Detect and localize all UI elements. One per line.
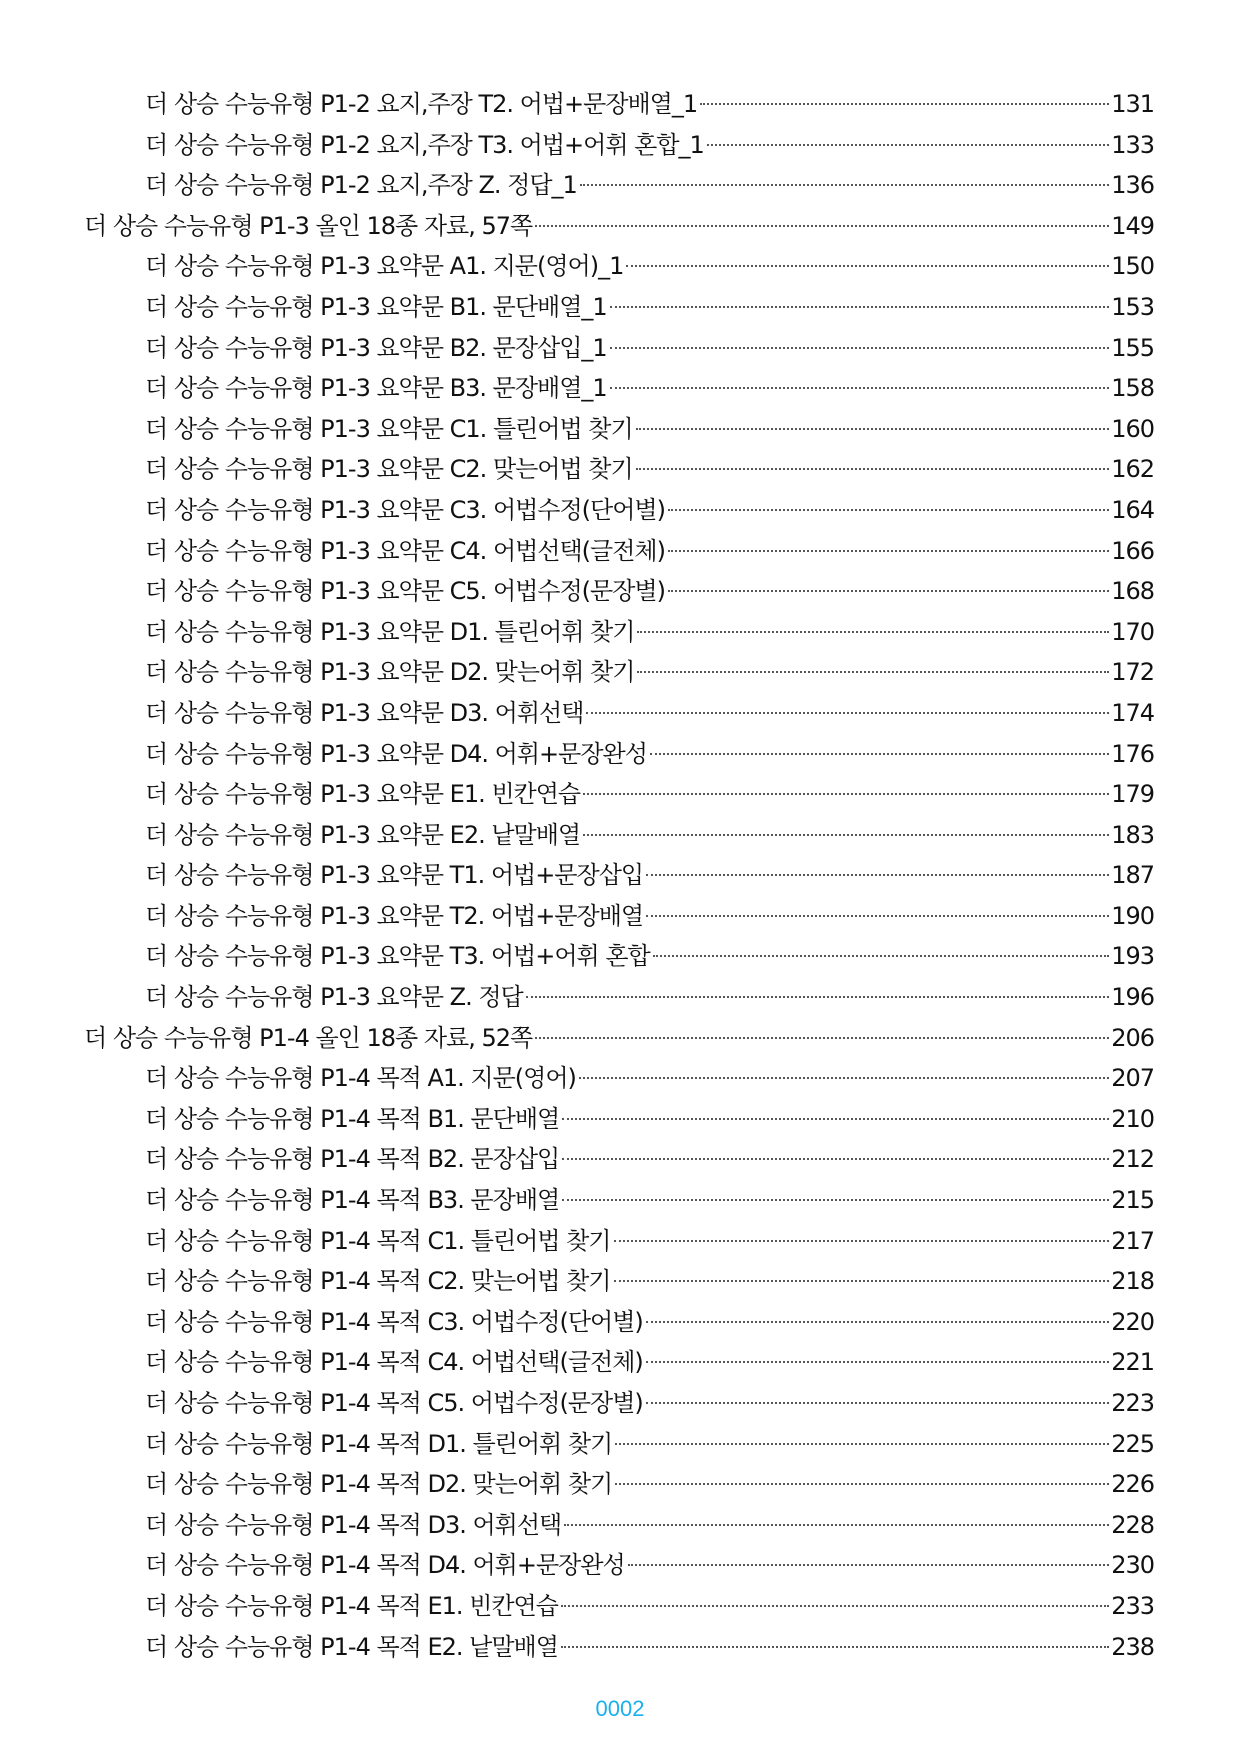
toc-entry-page: 228 — [1111, 1510, 1154, 1539]
toc-entry-page: 160 — [1111, 414, 1154, 443]
dot-leader — [526, 996, 1109, 998]
toc-entry[interactable] — [0, 1221, 1240, 1262]
toc-entry[interactable] — [0, 1302, 1240, 1343]
toc-entry-title: 더 상승 수능유형 P1-3 요약문 T2. 어법+문장배열 — [145, 901, 644, 930]
toc-entry[interactable] — [0, 409, 1240, 450]
dot-leader — [564, 1524, 1109, 1526]
toc-entry[interactable] — [0, 246, 1240, 287]
toc-entry[interactable] — [0, 1545, 1240, 1586]
toc-entry-title: 더 상승 수능유형 P1-4 목적 B2. 문장삽입 — [145, 1145, 560, 1174]
toc-entry-title: 더 상승 수능유형 P1-4 목적 E2. 낱말배열 — [145, 1632, 558, 1661]
toc-entry-page: 221 — [1111, 1348, 1154, 1377]
toc-entry-title: 더 상승 수능유형 P1-3 요약문 C5. 어법수정(문장별) — [145, 577, 665, 606]
toc-entry-page: 166 — [1111, 536, 1154, 565]
dot-leader — [700, 103, 1109, 105]
toc-entry-title: 더 상승 수능유형 P1-4 목적 D2. 맞는어휘 찾기 — [145, 1470, 613, 1499]
toc-entry-title: 더 상승 수능유형 P1-4 목적 C3. 어법수정(단어별) — [145, 1307, 643, 1336]
dot-leader — [637, 671, 1109, 673]
dot-leader — [535, 225, 1109, 227]
toc-entry-page: 207 — [1111, 1064, 1154, 1093]
toc-entry[interactable] — [0, 571, 1240, 612]
toc-entry[interactable] — [0, 449, 1240, 490]
dot-leader — [668, 590, 1109, 592]
dot-leader — [646, 1361, 1109, 1363]
toc-entry-page: 155 — [1111, 333, 1154, 362]
toc-entry-title: 더 상승 수능유형 P1-3 요약문 D1. 틀린어휘 찾기 — [145, 617, 635, 646]
toc-entry-page: 158 — [1111, 374, 1154, 403]
toc-entry-title: 더 상승 수능유형 P1-3 요약문 C1. 틀린어법 찾기 — [145, 414, 633, 443]
toc-entry-title: 더 상승 수능유형 P1-3 요약문 B3. 문장배열_1 — [145, 374, 607, 403]
toc-entry-title: 더 상승 수능유형 P1-3 요약문 E2. 낱말배열 — [145, 820, 581, 849]
dot-leader — [562, 1118, 1109, 1120]
toc-entry-page: 196 — [1111, 983, 1154, 1012]
toc-entry-page: 217 — [1111, 1226, 1154, 1255]
dot-leader — [626, 265, 1109, 267]
dot-leader — [610, 387, 1110, 389]
toc-entry[interactable] — [0, 531, 1240, 572]
toc-entry[interactable] — [0, 328, 1240, 369]
toc-entry[interactable] — [0, 490, 1240, 531]
toc-entry-page: 150 — [1111, 252, 1154, 281]
dot-leader — [628, 1564, 1109, 1566]
dot-leader — [646, 874, 1109, 876]
toc-entry-title: 더 상승 수능유형 P1-3 요약문 A1. 지문(영어)_1 — [145, 252, 624, 281]
dot-leader — [562, 1199, 1109, 1201]
toc-entry-page: 136 — [1111, 171, 1154, 200]
toc-entry-title: 더 상승 수능유형 P1-4 목적 A1. 지문(영어) — [145, 1064, 576, 1093]
toc-entry[interactable] — [0, 774, 1240, 815]
toc-entry-page: 164 — [1111, 495, 1154, 524]
toc-entry-title: 더 상승 수능유형 P1-3 요약문 B1. 문단배열_1 — [145, 292, 607, 321]
dot-leader — [535, 1037, 1109, 1039]
toc-entry-title: 더 상승 수능유형 P1-3 요약문 C4. 어법선택(글전체) — [145, 536, 665, 565]
toc-entry-page: 131 — [1111, 90, 1154, 118]
toc-entry[interactable] — [0, 84, 1240, 125]
toc-entry-page: 176 — [1111, 739, 1154, 768]
dot-leader — [653, 955, 1110, 957]
toc-entry[interactable] — [0, 693, 1240, 734]
toc-entry-page: 193 — [1111, 942, 1154, 971]
dot-leader — [646, 1402, 1109, 1404]
toc-entry-title: 더 상승 수능유형 P1-4 목적 C5. 어법수정(문장별) — [145, 1389, 643, 1417]
toc-entry[interactable] — [0, 368, 1240, 409]
toc-entry[interactable] — [0, 1261, 1240, 1302]
toc-entry-title: 더 상승 수능유형 P1-3 요약문 D4. 어휘+문장완성 — [145, 739, 647, 768]
dot-leader — [636, 468, 1110, 470]
toc-entry-page: 210 — [1111, 1104, 1154, 1133]
toc-entry-title: 더 상승 수능유형 P1-3 요약문 C2. 맞는어법 찾기 — [145, 455, 633, 484]
toc-entry[interactable] — [0, 612, 1240, 653]
dot-leader — [707, 144, 1109, 146]
toc-entry[interactable] — [0, 977, 1240, 1018]
dot-leader — [615, 1483, 1109, 1485]
toc-entry-title: 더 상승 수능유형 P1-3 요약문 E1. 빈칸연습 — [145, 780, 581, 809]
dot-leader — [668, 509, 1109, 511]
toc-entry-page: 226 — [1111, 1470, 1154, 1499]
toc-entry-page: 149 — [1111, 211, 1154, 240]
toc-entry[interactable] — [0, 1058, 1240, 1099]
toc-section-entry[interactable] — [0, 1018, 1240, 1059]
toc-entry[interactable] — [0, 125, 1240, 166]
page-number: 0002 — [595, 1696, 645, 1721]
toc-entry-page: 179 — [1111, 780, 1154, 809]
toc-entry-title: 더 상승 수능유형 P1-3 요약문 B2. 문장삽입_1 — [145, 333, 607, 362]
toc-entry[interactable] — [0, 1627, 1240, 1668]
toc-entry[interactable] — [0, 1505, 1240, 1546]
toc-entry-title: 더 상승 수능유형 P1-4 목적 C1. 틀린어법 찾기 — [145, 1226, 611, 1255]
toc-entry-page: 170 — [1111, 617, 1154, 646]
dot-leader — [610, 347, 1110, 349]
toc-entry[interactable] — [0, 1464, 1240, 1505]
dot-leader — [583, 793, 1109, 795]
toc-entry-page: 218 — [1111, 1267, 1154, 1296]
toc-entry-title: 더 상승 수능유형 P1-3 요약문 D3. 어휘선택 — [145, 698, 584, 727]
toc-entry[interactable] — [0, 1180, 1240, 1221]
dot-leader — [615, 1443, 1109, 1445]
toc-entry-page: 223 — [1111, 1389, 1154, 1417]
toc-entry[interactable] — [0, 1099, 1240, 1140]
dot-leader — [650, 753, 1109, 755]
toc-entry-title: 더 상승 수능유형 P1-3 요약문 Z. 정답 — [145, 983, 523, 1012]
toc-entry[interactable] — [0, 734, 1240, 775]
dot-leader — [580, 184, 1109, 186]
toc-entry[interactable] — [0, 1383, 1240, 1424]
toc-entry-title: 더 상승 수능유형 P1-3 요약문 T3. 어법+어휘 혼합 — [145, 942, 650, 971]
table-of-contents — [0, 84, 1240, 1667]
toc-entry[interactable] — [0, 1424, 1240, 1465]
toc-entry-page: 206 — [1111, 1023, 1154, 1052]
toc-entry-title: 더 상승 수능유형 P1-3 요약문 D2. 맞는어휘 찾기 — [145, 658, 635, 687]
toc-entry-title: 더 상승 수능유형 P1-4 목적 B1. 문단배열 — [145, 1104, 560, 1133]
toc-entry-page: 162 — [1111, 455, 1154, 484]
toc-entry-title: 더 상승 수능유형 P1-4 목적 D3. 어휘선택 — [145, 1510, 562, 1539]
dot-leader — [636, 428, 1110, 430]
toc-entry-page: 220 — [1111, 1307, 1154, 1336]
dot-leader — [561, 1646, 1109, 1648]
toc-entry-title: 더 상승 수능유형 P1-4 목적 D4. 어휘+문장완성 — [145, 1551, 625, 1580]
dot-leader — [610, 306, 1110, 308]
toc-entry-page: 172 — [1111, 658, 1154, 687]
toc-entry-title: 더 상승 수능유형 P1-4 올인 18종 자료, 52쪽 — [84, 1023, 533, 1052]
toc-entry-title: 더 상승 수능유형 P1-3 요약문 T1. 어법+문장삽입 — [145, 861, 644, 890]
toc-section-entry[interactable] — [0, 206, 1240, 247]
dot-leader — [562, 1158, 1109, 1160]
toc-entry[interactable] — [0, 652, 1240, 693]
toc-entry-title: 더 상승 수능유형 P1-2 요지,주장 Z. 정답_1 — [145, 171, 577, 200]
toc-entry-title: 더 상승 수능유형 P1-2 요지,주장 T3. 어법+어휘 혼합_1 — [145, 130, 704, 159]
dot-leader — [646, 915, 1109, 917]
dot-leader — [579, 1077, 1109, 1079]
toc-entry[interactable] — [0, 936, 1240, 977]
toc-entry-title: 더 상승 수능유형 P1-4 목적 C4. 어법선택(글전체) — [145, 1348, 643, 1377]
toc-entry-title: 더 상승 수능유형 P1-4 목적 B3. 문장배열 — [145, 1186, 560, 1215]
dot-leader — [668, 550, 1109, 552]
toc-entry-title: 더 상승 수능유형 P1-4 목적 C2. 맞는어법 찾기 — [145, 1267, 611, 1296]
toc-entry-title: 더 상승 수능유형 P1-4 목적 D1. 틀린어휘 찾기 — [145, 1429, 613, 1458]
toc-entry-page: 183 — [1111, 820, 1154, 849]
toc-entry-page: 233 — [1111, 1591, 1154, 1620]
toc-entry-page: 225 — [1111, 1429, 1154, 1458]
toc-entry[interactable] — [0, 1139, 1240, 1180]
dot-leader — [561, 1605, 1109, 1607]
toc-entry[interactable] — [0, 165, 1240, 206]
toc-entry-title: 더 상승 수능유형 P1-3 올인 18종 자료, 57쪽 — [84, 211, 533, 240]
toc-entry-page: 212 — [1111, 1145, 1154, 1174]
toc-entry[interactable] — [0, 1342, 1240, 1383]
dot-leader — [637, 631, 1109, 633]
toc-entry[interactable] — [0, 815, 1240, 856]
toc-entry[interactable] — [0, 855, 1240, 896]
toc-entry-page: 187 — [1111, 861, 1154, 890]
toc-entry-page: 153 — [1111, 292, 1154, 321]
dot-leader — [646, 1321, 1109, 1323]
toc-entry-page: 133 — [1111, 130, 1154, 159]
toc-entry-title: 더 상승 수능유형 P1-3 요약문 C3. 어법수정(단어별) — [145, 495, 665, 524]
toc-entry-title: 더 상승 수능유형 P1-2 요지,주장 T2. 어법+문장배열_1 — [145, 90, 698, 118]
toc-entry-title: 더 상승 수능유형 P1-4 목적 E1. 빈칸연습 — [145, 1591, 558, 1620]
toc-entry-page: 174 — [1111, 698, 1154, 727]
toc-entry[interactable] — [0, 287, 1240, 328]
toc-entry-page: 238 — [1111, 1632, 1154, 1661]
toc-entry-page: 190 — [1111, 901, 1154, 930]
dot-leader — [586, 712, 1109, 714]
dot-leader — [583, 834, 1109, 836]
toc-entry[interactable] — [0, 1586, 1240, 1627]
toc-entry-page: 215 — [1111, 1186, 1154, 1215]
dot-leader — [614, 1240, 1110, 1242]
toc-entry[interactable] — [0, 896, 1240, 937]
dot-leader — [614, 1280, 1110, 1282]
toc-entry-page: 168 — [1111, 577, 1154, 606]
toc-entry-page: 230 — [1111, 1551, 1154, 1580]
